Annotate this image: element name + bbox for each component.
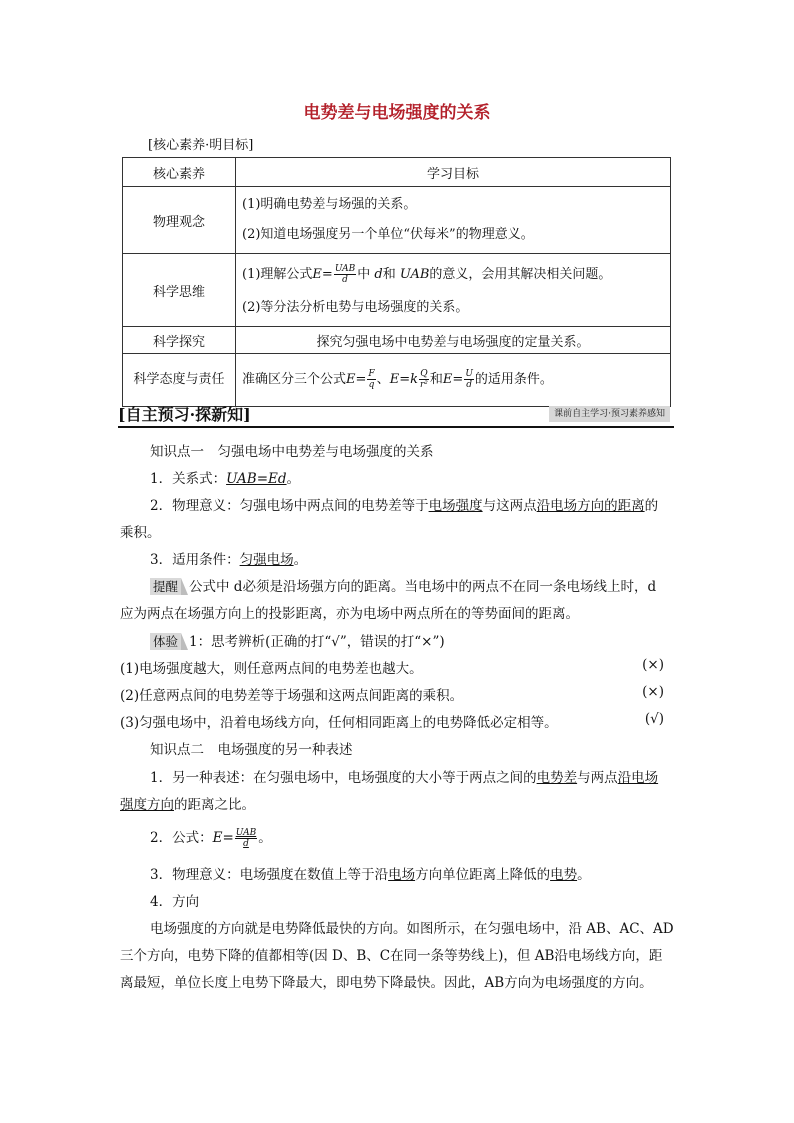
formula-fraction: $\frac{F}{q}$	[368, 369, 375, 390]
judge-answer: (×)	[642, 657, 664, 673]
row-category: 物理观念	[123, 187, 236, 254]
kp2-item2: 2．公式：E= $\frac{\text{UAB}}{d}$ 。	[150, 828, 272, 849]
goal-line: (2)知道电场强度另一个单位“伏每米”的物理意义。	[242, 227, 534, 242]
hint-line: 提醒 公式中 d必须是沿场强方向的距离。当电场中的两点不在同一条电场线上时，d	[120, 575, 704, 595]
table-row	[123, 254, 671, 327]
hint-line-cont: 应为两点在场强方向上的投影距离，亦为电场中两点所在的等势面间的距离。	[120, 606, 579, 622]
row-goals: 探究匀强电场中电势差与电场强度的定量关系。	[236, 327, 671, 354]
experience-line: 体验 1：思考辨析(正确的打“√”，错误的打“×”)	[120, 630, 704, 650]
formula-fraction: $\frac{\text{UAB}}{d}$	[334, 264, 356, 285]
goal-line: 准确区分三个公式E= $\frac{F}{q}$ 、E=k $\frac{Q}{\text{r²}}$ 和E= $\frac{U}{d}$ 的适用条件。	[242, 369, 553, 390]
header-goals: 学习目标	[236, 158, 671, 187]
judge-answer: (√)	[644, 711, 664, 727]
row-goals	[236, 187, 671, 254]
section-title: [自主预习·探新知]	[118, 405, 251, 424]
page-title: 电势差与电场强度的关系	[303, 103, 491, 123]
table-row	[123, 327, 671, 354]
row-goals	[236, 354, 671, 407]
judge-item: (2)任意两点间的电势差等于场强和这两点间距离的乘积。 (×)	[120, 684, 664, 704]
experience-badge: 体验	[150, 633, 181, 650]
kp2-heading: 知识点二 电场强度的另一种表述	[150, 742, 353, 758]
goal-line: (1)理解公式E= $\frac{\text{UAB}}{d}$ 中 d和 UAB的意义，会用其解决相关问题。	[242, 264, 612, 285]
formula-fraction: $\frac{Q}{\text{r²}}$	[419, 369, 428, 390]
kp2-item1-cont: 强度方向的距离之比。	[120, 797, 255, 813]
kp1-item1: 1．关系式：UAB=Ed。	[150, 471, 301, 487]
judge-item: (1)电场强度越大，则任意两点间的电势差也越大。 (×)	[120, 657, 664, 677]
goal-line: (1)明确电势差与场强的关系。	[242, 197, 417, 212]
header-core: 核心素养	[123, 158, 236, 187]
paragraph-line: 离最短，单位长度上电势下降最大，即电势下降最快。因此，AB方向为电场强度的方向。	[120, 975, 653, 991]
core-literacy-label: [核心素养·明目标]	[148, 138, 254, 153]
goals-table	[122, 157, 671, 407]
row-goals	[236, 254, 671, 327]
kp1-heading: 知识点一 匀强电场中电势差与电场强度的关系	[150, 444, 434, 460]
judge-item: (3)匀强电场中，沿着电场线方向，任何相同距离上的电势降低必定相等。 (√)	[120, 711, 664, 731]
hint-badge: 提醒	[150, 578, 181, 595]
formula-fraction: $\frac{U}{d}$	[465, 369, 473, 390]
kp1-item2: 2．物理意义：匀强电场中两点间的电势差等于电场强度与这两点沿电场方向的距离的	[150, 498, 659, 514]
table-header-row	[123, 158, 671, 187]
row-category: 科学态度与责任	[123, 354, 236, 407]
formula-fraction: $\frac{\text{UAB}}{d}$	[235, 828, 257, 849]
judge-answer: (×)	[642, 684, 664, 700]
kp2-item3: 3．物理意义：电场强度在数值上等于沿电场方向单位距离上降低的电势。	[150, 867, 591, 883]
kp1-item3: 3．适用条件：匀强电场。	[150, 552, 308, 568]
paragraph-line: 三个方向，电势下降的值都相等(因 D、B、C在同一条等势线上)，但 AB沿电场线方向，距	[120, 948, 663, 964]
table-row	[123, 354, 671, 407]
table-row	[123, 187, 671, 254]
section-tag: 课前自主学习·预习素养感知	[549, 406, 670, 422]
section-header	[118, 402, 674, 428]
row-category: 科学探究	[123, 327, 236, 354]
kp2-item1: 1．另一种表述：在匀强电场中，电场强度的大小等于两点之间的电势差与两点沿电场	[150, 770, 659, 786]
paragraph-line: 电场强度的方向就是电势降低最快的方向。如图所示，在匀强电场中，沿 AB、AC、AD	[150, 921, 674, 937]
kp1-item2-cont: 乘积。	[120, 525, 161, 541]
kp2-item4: 4．方向	[150, 894, 200, 910]
row-category: 科学思维	[123, 254, 236, 327]
goal-line: (2)等分法分析电势与电场强度的关系。	[242, 300, 469, 315]
